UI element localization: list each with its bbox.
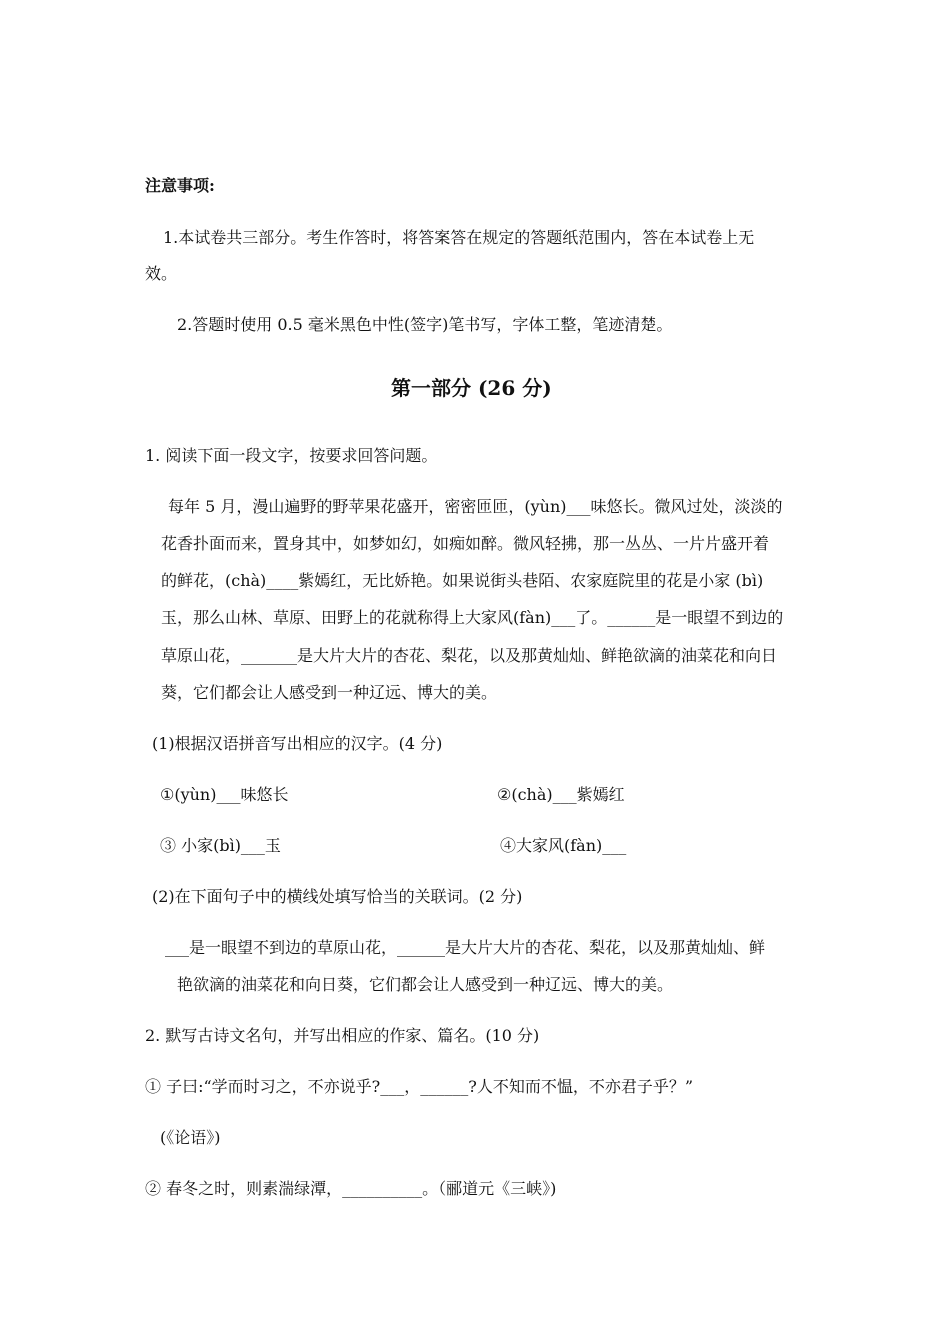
- sub-question-2-prompt: (2)在下面句子中的横线处填写恰当的关联词。(2 分): [152, 887, 523, 906]
- passage-line: 花香扑面而来，置身其中，如梦如幻，如痴如醉。微风轻拂，那一丛丛、一片片盛开着: [161, 534, 770, 553]
- pinyin-item-3: ③ 小家(bì)___玉: [160, 836, 281, 855]
- conjunction-sentence-line-1: ___是一眼望不到边的草原山花，______是大片大片的杏花、梨花，以及那黄灿灿、鲜: [165, 938, 766, 957]
- passage-line: 葵，它们都会让人感受到一种辽远、博大的美。: [161, 683, 498, 702]
- conjunction-sentence-line-2: 艳欲滴的油菜花和向日葵，它们都会让人感受到一种辽远、博大的美。: [177, 975, 674, 994]
- recitation-item-2: ② 春冬之时，则素湍绿潭，__________。（郦道元《三峡》): [145, 1179, 557, 1198]
- question-1-stem: 1. 阅读下面一段文字，按要求回答问题。: [145, 446, 438, 465]
- passage-line: 的鲜花，(chà)____紫嫣红，无比娇艳。如果说街头巷陌、农家庭院里的花是小家 (bì): [161, 571, 764, 590]
- passage-line: 玉，那么山林、草原、田野上的花就称得上大家风(fàn)___了。______是一眼望不到边的: [161, 608, 784, 627]
- pinyin-item-1: ①(yùn)___味悠长: [160, 785, 289, 804]
- notice-item-2: 2.答题时使用 0.5 毫米黑色中性(签字)笔书写，字体工整，笔迹清楚。: [177, 315, 673, 334]
- recitation-item-1: ① 子曰:“学而时习之，不亦说乎?___，______?人不知而不愠，不亦君子乎？”: [145, 1077, 693, 1096]
- passage-line: 草原山花，_______是大片大片的杏花、梨花，以及那黄灿灿、鲜艳欲滴的油菜花和向日: [161, 646, 778, 665]
- pinyin-item-4: ④大家风(fàn)___: [500, 836, 627, 855]
- section-title: 第一部分 (26 分): [391, 376, 552, 400]
- notice-heading: 注意事项:: [145, 176, 215, 195]
- sub-question-1-prompt: (1)根据汉语拼音写出相应的汉字。(4 分): [152, 734, 443, 753]
- passage-line: 每年 5 月，漫山遍野的野苹果花盛开，密密匝匝，(yùn)___味悠长。微风过处，淡淡的: [168, 497, 783, 516]
- question-2-stem: 2. 默写古诗文名句，并写出相应的作家、篇名。(10 分): [145, 1026, 540, 1045]
- notice-item-1: 1.本试卷共三部分。考生作答时，将答案答在规定的答题纸范围内，答在本试卷上无: [163, 228, 755, 247]
- recitation-item-1-source: (《论语》): [160, 1128, 221, 1147]
- notice-item-1-cont: 效。: [145, 264, 178, 283]
- pinyin-item-2: ②(chà)___紫嫣红: [497, 785, 625, 804]
